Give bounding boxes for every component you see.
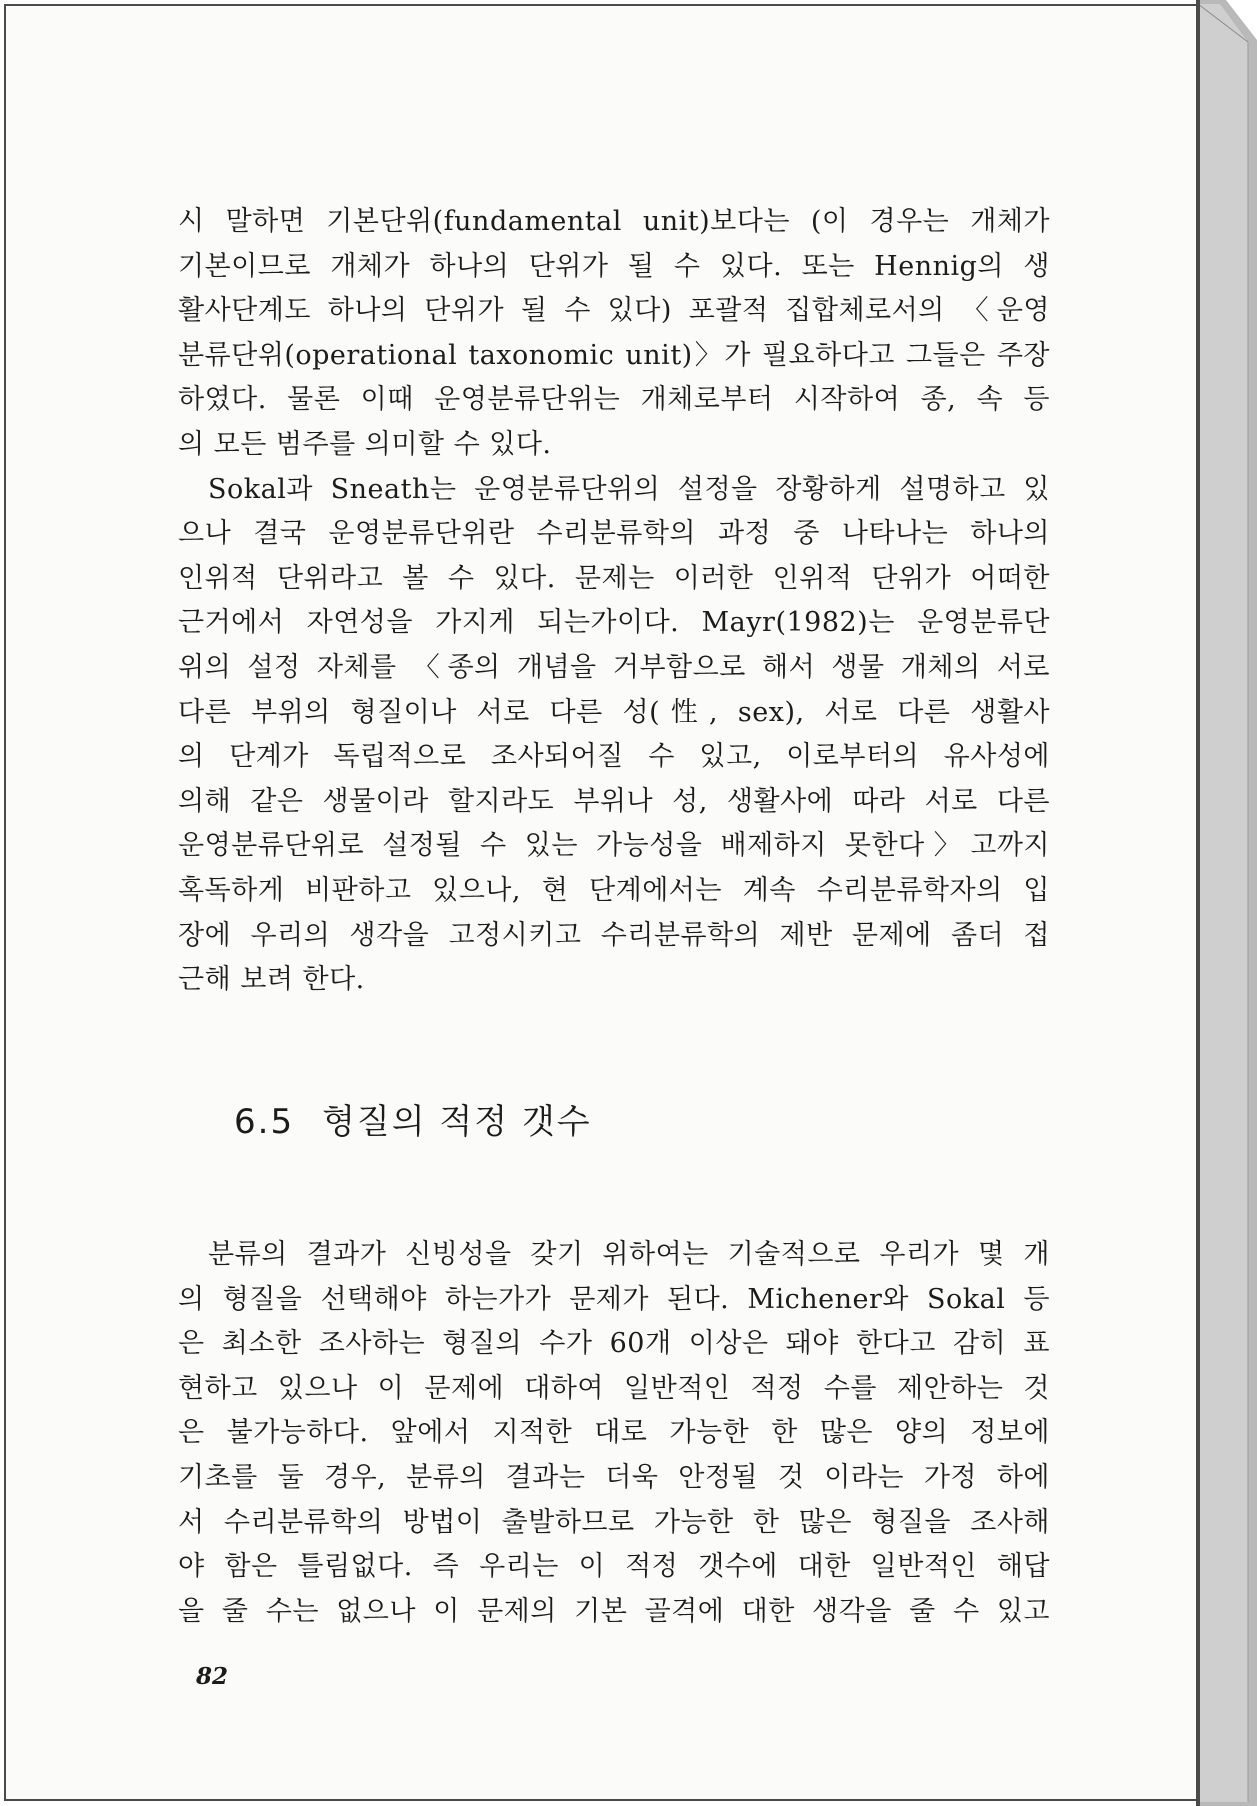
text-line: 은 불가능하다. 앞에서 지적한 대로 가능한 한 많은 양의 정보에 <box>178 1417 1050 1449</box>
text-line: 으나 결국 운영분류단위란 수리분류학의 과정 중 나타나는 하나의 <box>178 518 1050 550</box>
text-line: 활사단계도 하나의 단위가 될 수 있다) 포괄적 집합체로서의 〈운영 <box>178 295 1050 327</box>
paragraph-3 <box>178 1233 1050 1634</box>
book-edge <box>1196 0 1257 1806</box>
section-title: 형질의 적정 갯수 <box>322 1102 592 1142</box>
text-line: 장에 우리의 생각을 고정시키고 수리분류학의 제반 문제에 좀더 접 <box>178 919 1050 951</box>
section-number: 6.5 <box>234 1102 295 1142</box>
text-line: 야 함은 틀림없다. 즉 우리는 이 적정 갯수에 대한 일반적인 해답 <box>178 1551 1050 1583</box>
text-line: 서 수리분류학의 방법이 출발하므로 가능한 한 많은 형질을 조사해 <box>178 1506 1050 1538</box>
text-line: 의 모든 범주를 의미할 수 있다. <box>178 428 552 460</box>
text-line: 기본이므로 개체가 하나의 단위가 될 수 있다. 또는 Hennig의 생 <box>178 250 1050 282</box>
text-line: 근거에서 자연성을 가지게 되는가이다. Mayr(1982)는 운영분류단 <box>178 607 1050 639</box>
text-line: 시 말하면 기본단위(fundamental unit)보다는 (이 경우는 개체가 <box>178 206 1050 237</box>
text-line: 운영분류단위로 설정될 수 있는 가능성을 배제하지 못한다〉고까지 <box>178 830 1050 862</box>
text-line: 다른 부위의 형질이나 서로 다른 성(性, sex), 서로 다른 생활사 <box>178 696 1050 728</box>
text-line: 기초를 둘 경우, 분류의 결과는 더욱 안정될 것 이라는 가정 하에 <box>178 1461 1050 1493</box>
text-line: 분류의 결과가 신빙성을 갖기 위하여는 기술적으로 우리가 몇 개 <box>208 1239 1050 1270</box>
text-line: 위의 설정 자체를 〈종의 개념을 거부함으로 해서 생물 개체의 서로 <box>178 651 1050 683</box>
text-line: 인위적 단위라고 볼 수 있다. 문제는 이러한 인위적 단위가 어떠한 <box>178 562 1050 594</box>
text-line: 을 줄 수는 없으나 이 문제의 기본 골격에 대한 생각을 줄 수 있고 <box>178 1595 1050 1627</box>
section-heading <box>234 1094 592 1143</box>
text-line: 하였다. 물론 이때 운영분류단위는 개체로부터 시작하여 종, 속 등 <box>178 384 1050 416</box>
text-line: Sokal과 Sneath는 운영분류단위의 설정을 장황하게 설명하고 있 <box>208 473 1050 505</box>
book-page <box>4 4 1198 1801</box>
text-line: 분류단위(operational taxonomic unit)〉가 필요하다고 그들은 주장 <box>178 339 1050 371</box>
text-line: 의 단계가 독립적으로 조사되어질 수 있고, 이로부터의 유사성에 <box>178 741 1050 773</box>
text-line: 현하고 있으나 이 문제에 대하여 일반적인 적정 수를 제안하는 것 <box>178 1372 1050 1404</box>
text-line: 혹독하게 비판하고 있으나, 현 단계에서는 계속 수리분류학자의 입 <box>178 874 1050 906</box>
text-line: 의 형질을 선택해야 하는가가 문제가 된다. Michener와 Sokal 등 <box>178 1283 1050 1315</box>
page-number: 82 <box>196 1663 229 1690</box>
text-line: 은 최소한 조사하는 형질의 수가 60개 이상은 돼야 한다고 감히 표 <box>178 1328 1050 1360</box>
text-line: 근해 보려 한다. <box>178 964 365 996</box>
paragraph-1 <box>178 200 1050 1003</box>
text-line: 의해 같은 생물이라 할지라도 부위나 성, 생활사에 따라 서로 다른 <box>178 785 1050 817</box>
